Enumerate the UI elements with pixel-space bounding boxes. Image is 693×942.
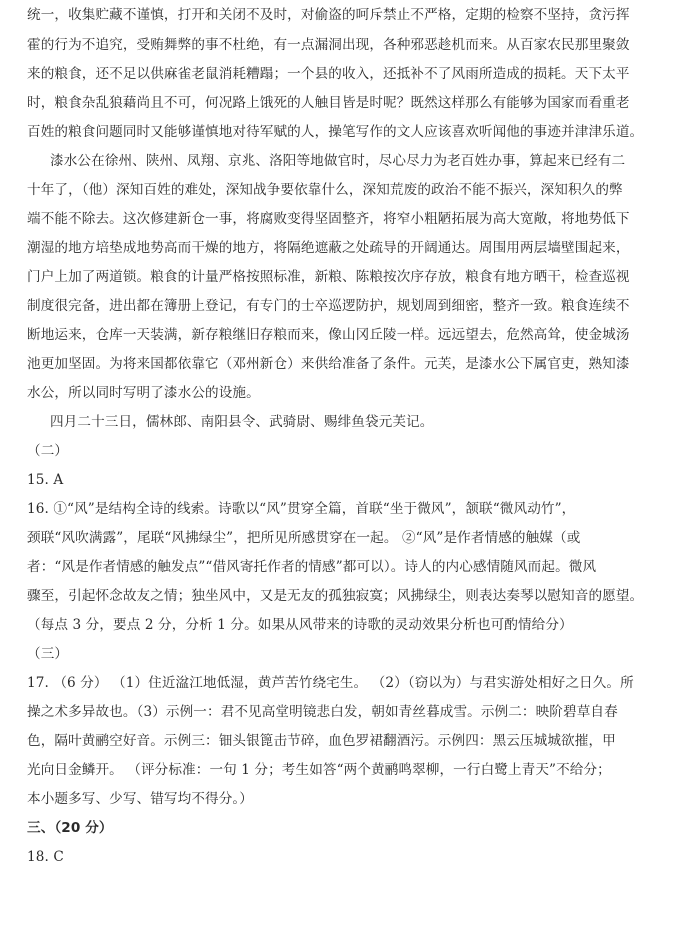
text-line: 池更加坚固。为将来国都依靠它（邓州新仓）来供给准备了条件。元芙，是漆水公下属官吏，熟知漆	[27, 356, 630, 372]
scoring-note: （每点 3 分，要点 2 分，分析 1 分。如果从风带来的诗歌的灵动效果分析也可酌情给分）	[27, 617, 573, 633]
answer-line: 17. （6 分） （1）住近湓江地低湿，黄芦苦竹绕宅生。 （2）（窃以为）与君实游处相好之日久。所	[27, 675, 634, 691]
text-line: 来的粮食，还不足以供麻雀老鼠消耗糟蹋；一个县的收入，还抵补不了风雨所造成的损耗。天下太平	[27, 66, 630, 82]
text-line: 颈联“风吹满露”，尾联“风拂绿尘”，把所见所感贯穿在一起。 ②“风”是作者情感的触媒（或	[27, 530, 581, 546]
text-line: 时，粮食杂乱狼藉尚且不可，何况路上饿死的人触目皆是时呢？既然这样那么有能够为国家而看重老	[27, 95, 630, 111]
text-line: 统一，收集贮藏不谨慎，打开和关闭不及时，对偷盗的呵斥禁止不严格，定期的检察不坚持，贪污挥	[27, 7, 630, 23]
text-line: 本小题多写、少写、错写均不得分。）	[27, 791, 253, 807]
text-line: 制度很完备，进出都在簿册上登记，有专门的士卒巡逻防护，规划周到细密，整齐一致。粮食连续不	[27, 298, 630, 314]
text-line: 潮湿的地方培垫成地势高而干燥的地方，将隔绝遮蔽之处疏导的开阔通达。周围用两层墙壁围起来，	[27, 240, 630, 256]
text-line: 门户上加了两道锁。粮食的计量严格按照标准，新粮、陈粮按次序存放，粮食有地方晒干，检查巡视	[27, 269, 630, 285]
text-line: 骤至，引起怀念故友之情；独坐风中，又是无友的孤独寂寞；风拂绿尘，则表达奏琴以慰知音的愿望。	[27, 588, 644, 604]
section-heading: （三）	[27, 646, 69, 662]
text-line: 者：“风是作者情感的触发点”“借风寄托作者的情感”都可以）。诗人的内心感情随风而起。微风	[27, 559, 597, 575]
text-line: 四月二十三日，儒林郎、南阳县令、武骑尉、赐绯鱼袋元芙记。	[50, 414, 434, 430]
text-line: 端不能不除去。这次修建新仓一事，将腐败变得坚固整齐，将窄小粗陋拓展为高大宽敞，将地势低下	[27, 211, 630, 227]
section-heading: （二）	[27, 443, 69, 459]
text-line: 水公，所以同时写明了漆水公的设施。	[27, 385, 260, 401]
text-line: 十年了，（他）深知百姓的难处，深知战争要依靠什么，深知荒废的政治不能不振兴，深知积久的弊	[27, 182, 623, 198]
text-line: 霍的行为不追究，受贿舞弊的事不杜绝，有一点漏洞出现，各种邪恶趁机而来。从百家农民那里聚敛	[27, 37, 630, 53]
section-heading: 三、（20 分）	[27, 820, 113, 836]
text-line: 百姓的粮食问题同时又能够谨慎地对待军赋的人，操笔写作的文人应该喜欢听闻他的事迹并津津乐道。	[27, 124, 644, 140]
answer-line: 15. A	[27, 472, 64, 488]
text-line: 断地运来，仓库一天装满，新存粮继旧存粮而来，像山冈丘陵一样。远远望去，危然高耸，使金城汤	[27, 327, 630, 343]
answer-line: 16. ①“风”是结构全诗的线索。诗歌以“风”贯穿全篇，首联“坐于微风”，颔联“微风动竹”，	[27, 501, 576, 517]
text-line: 光向日金鳞开。 （评分标准：一句 1 分；考生如答“两个黄鹂鸣翠柳，一行白鹭上青天”不给分；	[27, 762, 611, 778]
text-line: 色，隔叶黄鹂空好音。示例三：钿头银篦击节碎，血色罗裙翻酒污。示例四：黑云压城城欲摧，甲	[27, 733, 616, 749]
answer-line: 18. C	[27, 849, 64, 865]
text-line: 操之术多异故也。（3）示例一：君不见高堂明镜悲白发，朝如青丝暮成雪。示例二：映阶碧草自春	[27, 704, 618, 720]
text-line: 漆水公在徐州、陕州、凤翔、京兆、洛阳等地做官时，尽心尽力为老百姓办事，算起来已经有二	[50, 153, 626, 169]
